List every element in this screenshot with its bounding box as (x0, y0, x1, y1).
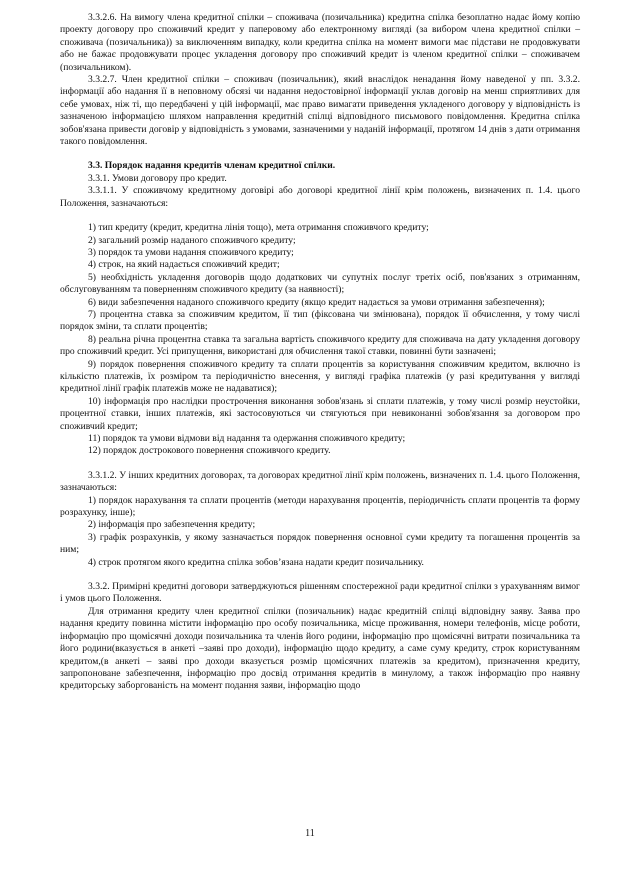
list-item: 1) тип кредиту (кредит, кредитна лінія тощо), мета отримання споживчого кредиту; (88, 222, 429, 234)
document-body (60, 12, 580, 693)
list-consumer-credit-terms (60, 222, 580, 458)
list-item: 3) порядок та умови надання споживчого кредиту; (88, 246, 294, 258)
subheading-3-3-1: 3.3.1. Умови договору про кредит. (88, 172, 227, 184)
list-item: 5) необхідність укладення договорів щодо додаткових чи супутніх послуг третіх осіб, пов'язаних з отриманням, обслуговуванням та поверненням споживчого кредиту (за наявності); (60, 271, 580, 296)
list-item: 4) строк протягом якого кредитна спілка зобов’язана надати кредит позичальнику. (88, 556, 424, 568)
list-item: 6) види забезпечення наданого споживчого кредиту (якщо кредит надається за умови отримання забезпечення); (88, 296, 545, 308)
paragraph-3-3-2-6: 3.3.2.6. На вимогу члена кредитної спілки – споживача (позичальника) кредитна спілка безоплатно надає йому копію проекту договору про споживчий кредит у паперовому або електронному вигляді (за вибором члена кредитної спілки – споживача (позичальника)) за виключенням випадку, коли кредитна спілка на момент вимоги має підстави не продовжувати або не бажає продовжувати процес укладення договору про споживчий кредит із членом кредитної спілки – споживачем (позичальником). (60, 12, 580, 73)
paragraph-3-3-1-2: 3.3.1.2. У інших кредитних договорах, та договорах кредитної лінії крім положень, визначених п. 1.4. цього Положення, зазначаються: (60, 469, 580, 494)
paragraph-3-3-1-1: 3.3.1.1. У споживчому кредитному договірі або договорі кредитної лінії крім положень, визначених п. 1.4. цього Положення, зазначаються: (60, 185, 580, 209)
list-other-credit-terms (60, 495, 580, 569)
list-item: 10) інформація про наслідки прострочення виконання зобов'язань зі сплати платежів, у тому числі розмір неустойки, процентної ставки, інших платежів, які застосовуються чи стягуються при невиконанні зобов'язання за договором про споживчий кредит; (60, 395, 580, 432)
list-item: 11) порядок та умови відмови від надання та одержання споживчого кредиту; (88, 433, 406, 444)
section-heading-3-3: 3.3. Порядок надання кредитів членам кредитної спілки. (88, 160, 336, 172)
paragraph-3-3-2: 3.3.2. Примірні кредитні договори затверджуються рішенням спостережної ради кредитної спілки з урахуванням вимог і умов цього Положення. (60, 581, 580, 605)
list-item: 7) процентна ставка за споживчим кредитом, її тип (фіксована чи змінювана), порядок її обчислення, у тому числі порядок зміни, та сплати процентів; (60, 308, 580, 333)
paragraph-credit-application: Для отримання кредиту член кредитної спілки (позичальник) надає кредитній спілці відповідну заяву. Заява про надання кредиту повинна містити інформацію про особу позичальника, місце проживання, номери телефонів, місце роботи, інформацію про щомісячні доходи позичальника та членів його родини, інформацію про щомісячні витрати позичальника та його родини(вказується в анкеті –заяві про доходи), інформацію щодо кредиту, а саме суму кредиту, строк користуванням кредитом,(в анкеті – заяві про доходи вказується розмір щомісячних платежів за кредитом), призначення кредиту, запропоноване забезпечення, інформацію про досвід отримання кредитів в минулому, а також інформацію про наявну кредиторську заборгованість на момент подання заяви, інформацію щодо (60, 605, 580, 692)
list-item: 1) порядок нарахування та сплати процентів (методи нарахування процентів, періодичність сплати процентів та форму розрахунку, інше); (60, 494, 580, 519)
list-item: 9) порядок повернення споживчого кредиту та сплати процентів за користування споживчим кредитом, включно із кількістю платежів, їх розміром та періодичністю внесення, у вигляді графіка платежів (у разі кредитування у вигляді кредитної лінії графік платежів може не надаватися); (60, 358, 580, 395)
list-item: 2) інформація про забезпечення кредиту; (88, 519, 256, 531)
list-item: 3) графік розрахунків, у якому зазначається порядок повернення основної суми кредиту та погашення процентів за ним; (60, 531, 580, 556)
list-item: 4) строк, на який надається споживчий кредит; (88, 259, 280, 271)
page-number: 11 (305, 828, 315, 839)
list-item: 8) реальна річна процентна ставка та загальна вартість споживчого кредиту для споживача на дату укладення договору про споживчий кредит. Усі припущення, використані для обчислення такої ставки, повинні бути зазначені; (60, 333, 580, 358)
list-item: 12) порядок дострокового повернення споживчого кредиту. (88, 445, 331, 457)
paragraph-3-3-2-7: 3.3.2.7. Член кредитної спілки – споживач (позичальник), який внаслідок ненадання йому наведеної у пп. 3.3.2. інформації або надання її в неповному обсязі чи надання недостовірної інформації уклав договір на менш сприятливих для себе умовах, ніж ті, що передбачені у цій інформації, має право вимагати приведення укладеного договору у відповідність із зазначеною інформацією шляхом направлення кредитній спілці відповідного письмового повідомлення. Кредитна спілка зобов'язана привести договір у відповідність з умовами, зазначеними у наданій інформації, протягом 14 днів з дати отримання такого повідомлення. (60, 74, 580, 148)
list-item: 2) загальний розмір наданого споживчого кредиту; (88, 234, 296, 246)
